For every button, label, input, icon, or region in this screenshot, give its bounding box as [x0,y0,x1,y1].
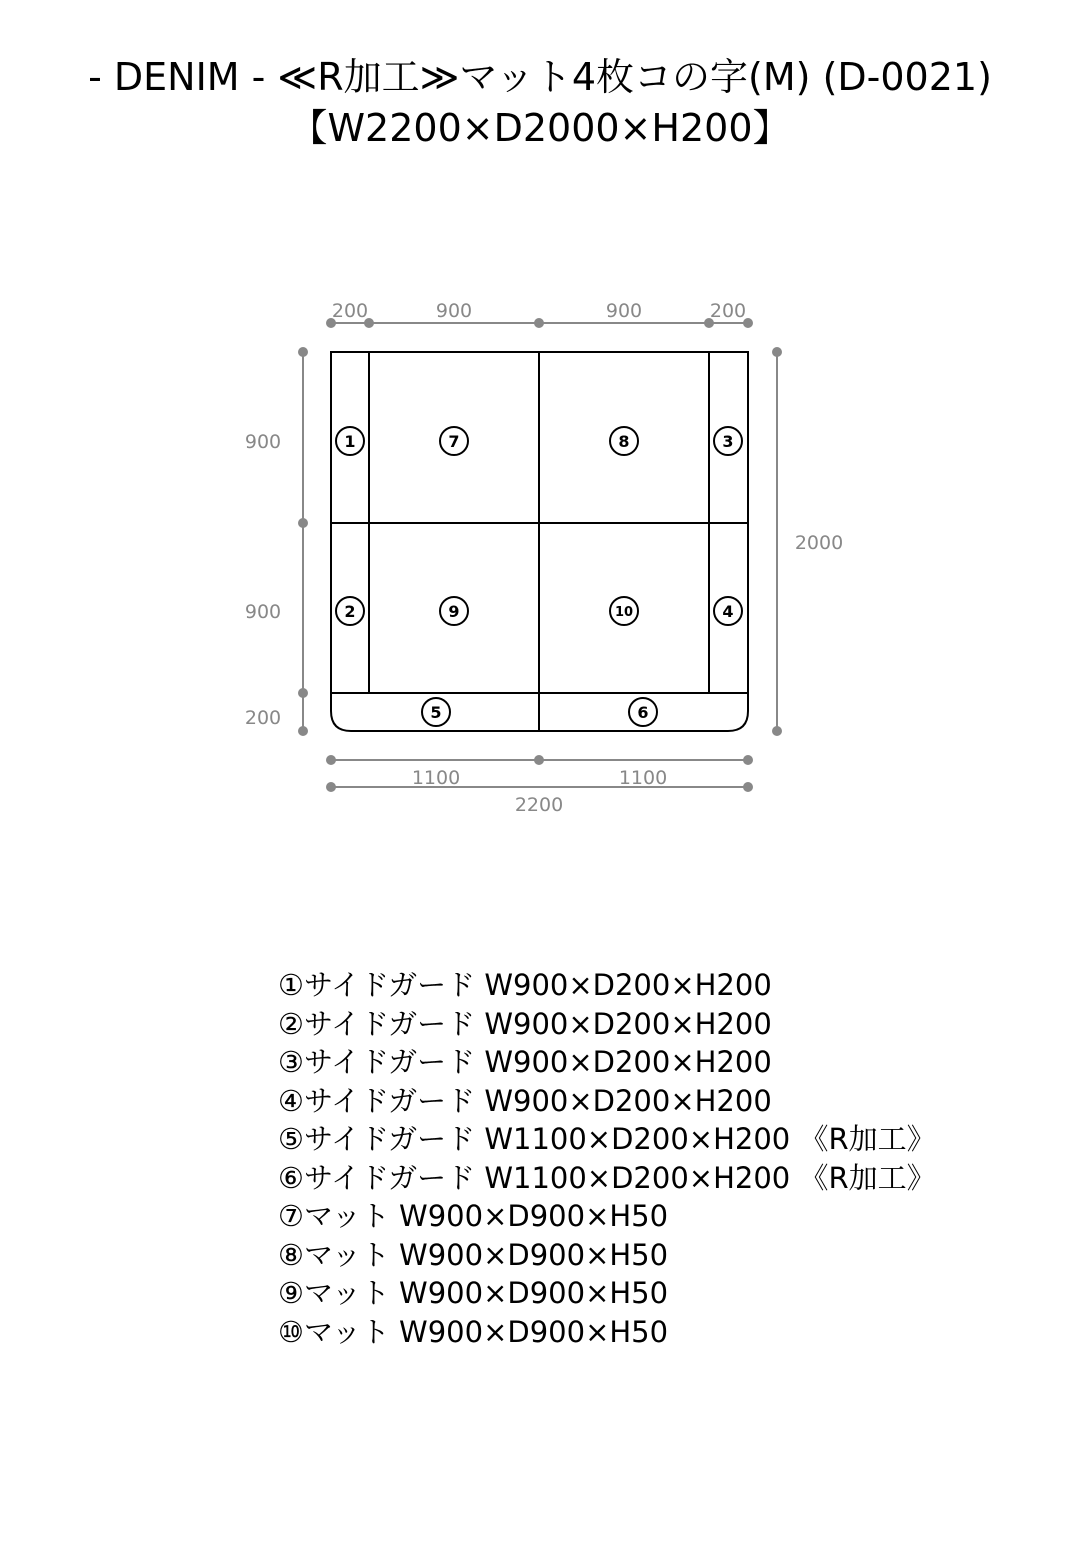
marker-10-label: 10 [614,605,634,620]
dim-bottom-1: 1100 [411,767,461,789]
list-item: ⑦マット W900×D900×H50 [278,1199,669,1233]
dim-top-1: 200 [331,300,369,322]
marker-4-label: 4 [722,602,734,621]
dim-top-2: 900 [435,300,473,322]
list-item: ①サイドガード W900×D200×H200 [278,968,772,1002]
list-item: ⑤サイドガード W1100×D200×H200 《R加工》 [278,1122,936,1156]
dim-right: 2000 [794,532,844,554]
dim-top-4: 200 [709,300,747,322]
bottom-dimension [327,756,752,791]
dim-left-2: 900 [244,601,282,623]
marker-5-label: 5 [430,703,442,722]
marker-2-label: 2 [344,602,356,621]
list-item: ⑩マット W900×D900×H50 [278,1314,669,1349]
list-item: ⑨マット W900×D900×H50 [278,1276,669,1310]
marker-8-label: 8 [618,432,630,451]
list-item: ⑧マット W900×D900×H50 [278,1237,669,1272]
dim-top-3: 900 [605,300,643,322]
left-dimension [299,348,307,735]
page-title: - DENIM - ≪R加工≫マット4枚コの字(M) (D-0021) [88,55,992,99]
marker-3-label: 3 [722,432,734,451]
marker-6-label: 6 [637,703,649,722]
list-item: ④サイドガード W900×D200×H200 [278,1083,772,1118]
marker-7-label: 7 [448,432,460,451]
parts-list [278,966,936,1351]
dim-left-1: 900 [244,431,282,453]
overall-dimensions: 【W2200×D2000×H200】 [289,106,791,150]
dim-bottom-2: 1100 [618,767,668,789]
list-item: ③サイドガード W900×D200×H200 [278,1045,772,1079]
list-item: ②サイドガード W900×D200×H200 [278,1006,772,1041]
marker-9-label: 9 [448,602,460,621]
right-dimension [773,348,781,735]
dim-bottom-total: 2200 [514,794,564,816]
dim-left-3: 200 [244,707,282,729]
top-dimension [327,319,752,327]
marker-1-label: 1 [344,432,356,451]
list-item: ⑥サイドガード W1100×D200×H200 《R加工》 [278,1160,936,1195]
